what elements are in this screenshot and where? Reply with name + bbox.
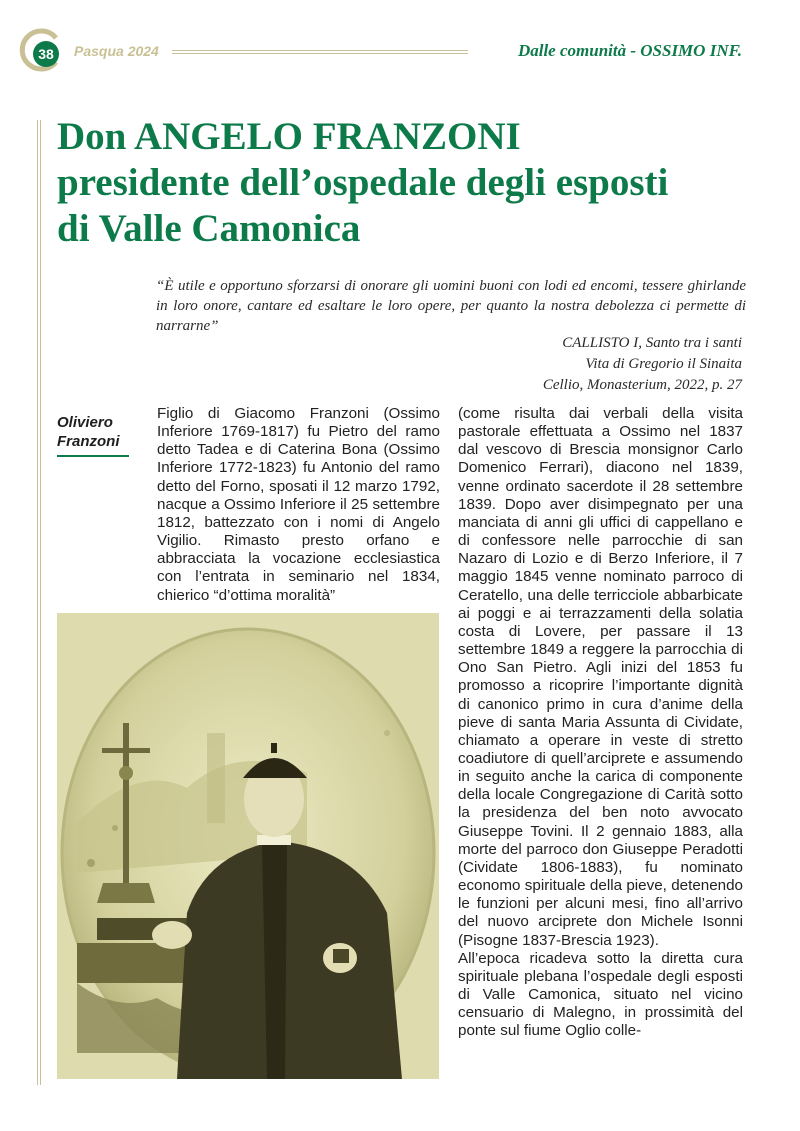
body-paragraph: (come risulta dai verbali della visita pastorale effettuata a Ossimo nel 1837 dal vescovo di Brescia monsignor Carlo Domenico Ferrari), diacono nel 1839, venne ordinato sacerdote il 28 settembre 1839. Dopo aver disimpegnato per una manciata di anni gli uffici di cappellano e di confessore nelle parrocchie di san Nazaro di Lozio e di Berzo Inferiore, il 7 maggio 1845 venne nominato parroco di Ceratello, una delle terricciole abbarbicate ai poggi e ai terrazzamenti della solatia costa di Lovere, per passare il 13 settembre 1849 a reggere la parrocchia di Ono San Pietro. Agli inizi del 1853 fu promosso a ricoprire l’importante dignità di canonico primo in cura d’anime della pieve di santa Maria Assunta di Cividate, chiamato a operare in veste di stretto coadiutore di quell’arciprete e assumendo in seguito anche la carica di componente della locale Congregazione di Carità sotto la presidenza del ben noto avvocato Giuseppe Tovini. Il 2 gennaio 1883, alla morte del parroco don Giuseppe Peradotti (Cividate 1806-1883), fu nominato economo spirituale della pieve, detenendo le funzioni per alcuni mesi, fino all’arrivo del nuovo arciprete don Michele Isonni (Pisogne 1837-Brescia 1923). bbox=[458, 405, 743, 949]
quote-source-line-1: CALLISTO I, Santo tra i santi bbox=[562, 335, 742, 351]
portrait-photo bbox=[57, 613, 439, 1079]
article-title bbox=[57, 114, 767, 252]
title-line-1: Don ANGELO FRANZONI bbox=[57, 115, 521, 158]
section-title: Dalle comunità - OSSIMO INF. bbox=[517, 41, 742, 60]
issue-label: Pasqua 2024 bbox=[74, 43, 159, 59]
body-column-2 bbox=[458, 405, 743, 1040]
epigraph-source bbox=[543, 333, 742, 396]
body-column-1: Figlio di Giacomo Franzoni (Ossimo Inferiore 1769-1817) fu Pietro del ramo detto Tadea e di Caterina Bona (Ossimo Inferiore 1772-1823) fu Antonio del ramo detto del Forno, sposati il 12 marzo 1792, nacque a Ossimo Inferiore il 25 settembre 1812, battezzato con i nomi di Angelo Vigilio. Rimasto presto orfano e abbracciata la vocazione ecclesiastica con l’entrata in seminario nel 1834, chierico “d’ottima moralità” bbox=[157, 405, 440, 604]
quote-source-line-3: Cellio, Monasterium, 2022, p. 27 bbox=[542, 377, 742, 393]
author-first-name: Oliviero bbox=[57, 414, 113, 431]
title-line-2: presidente dell’ospedale degli esposti bbox=[57, 161, 669, 204]
epigraph-quote: “È utile e opportuno sforzarsi di onorare gli uomini buoni con lodi ed encomi, tessere ghirlande in loro onore, cantare ed esaltare le loro opere, per quanto la nostra debolezza ci permette di narrarne” bbox=[156, 278, 746, 334]
byline-rule bbox=[57, 455, 129, 457]
title-line-3: di Valle Camonica bbox=[57, 207, 361, 250]
byline bbox=[57, 413, 120, 451]
author-last-name: Franzoni bbox=[57, 433, 120, 450]
page-number: 38 bbox=[33, 41, 59, 67]
title-side-rule bbox=[37, 120, 41, 1085]
quote-source-line-2: Vita di Gregorio il Sinaita bbox=[585, 356, 742, 372]
body-paragraph: All’epoca ricadeva sotto la diretta cura spirituale plebana l’ospedale degli esposti di Valle Camonica, situato nel vicino censuario di Malegno, in prossimità del ponte sul fiume Oglio colle- bbox=[458, 949, 743, 1040]
header-rule bbox=[172, 50, 468, 54]
priest-portrait-image bbox=[57, 613, 439, 1079]
